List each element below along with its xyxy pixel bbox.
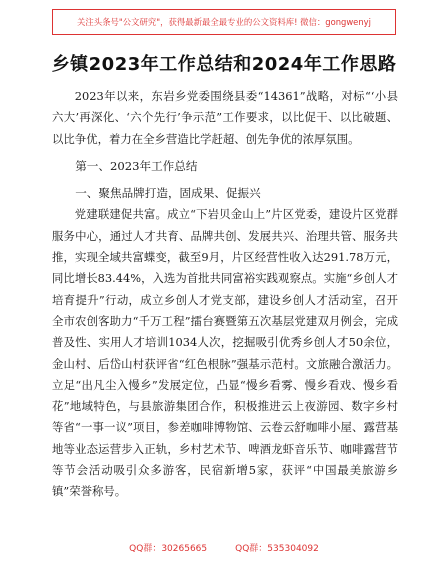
document-title: 乡镇2023年工作总结和2024年工作思路 [51, 54, 397, 75]
intro-paragraph: 2023年以来，东岩乡党委围绕县委“14361”战略，对标“‘小县六大’再深化、‘六个先行’争示范”工作要求，以比促干、以比破题、以比争优，着力在全乡营造比学赶超、创先争优的浓厚氛围。 [52, 89, 398, 146]
footer-qq-group-2: QQ群：535304092 [235, 544, 319, 554]
document-body [52, 86, 398, 503]
subsection-heading: 一、聚焦品牌打造，固成果、促振兴 [75, 186, 261, 201]
header-banner: 关注头条号"公文研究"，获得最新最全最专业的公文资料库! 微信：gongwenyj [52, 9, 396, 35]
section-heading: 第一、2023年工作总结 [75, 158, 198, 173]
footer-qq-group-1: QQ群：30265665 [129, 544, 208, 554]
footer [0, 541, 448, 554]
body-paragraph: 党建联建促共富。成立“下岩贝金山上”片区党委，建设片区党群服务中心，通过人才共育、品牌共创、发展共兴、治理共管、服务共推，实现全域共富蝶变，截至9月，片区经营性收入达291.78万元，同比增长83.44%，入选为首批共同富裕实践观察点。实施“乡创人才培育提升”行动，成立乡创人才党支部，建设乡创人才活动室，召开全市农创客助力“千万工程”擂台赛暨第五次基层党建双月例会，完成普及性、实用人才培训1034人次，挖掘吸引优秀乡创人才50余位，金山村、后岱山村获评省“红色根脉”强基示范村。文旅融合激活力。立足“出凡尘入慢乡”发展定位，凸显“慢乡看雾、慢乡看戏、慢乡看花”地域特色，与县旅游集团合作，积极推进云上夜游园、数字乡村等省“一事一议”项目，参差咖啡博物馆、云卷云舒咖啡小屋、露营基地等业态运营步入正轨，乡村艺术节、啤酒龙虾音乐节、咖啡露营节等节会活动吸引众多游客，民宿新增5家，获评“中国最美旅游乡镇”荣誉称号。 [52, 207, 398, 499]
